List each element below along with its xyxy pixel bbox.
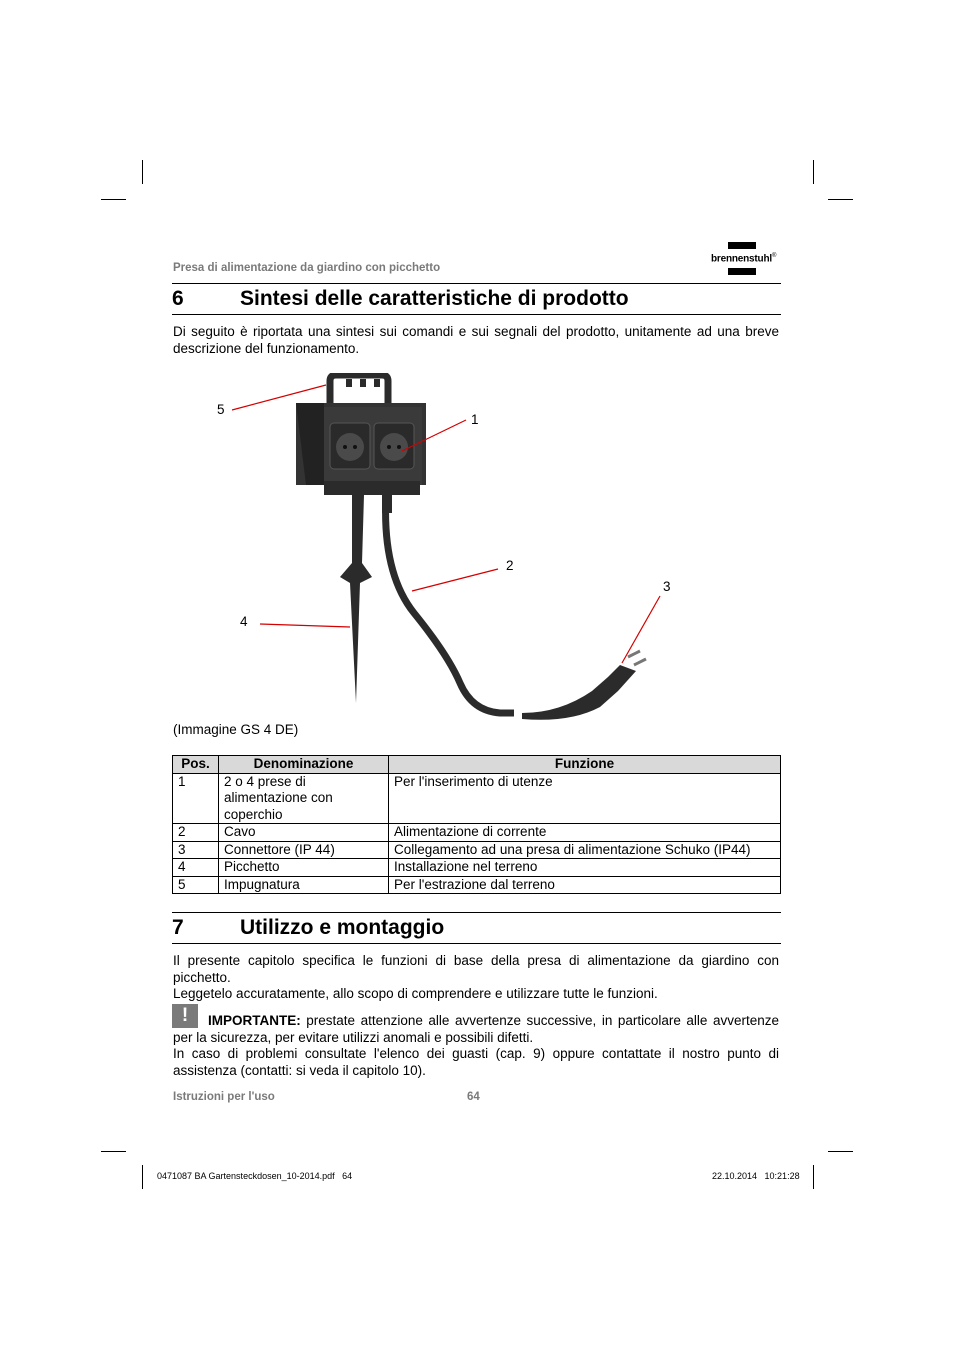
print-slug-file: 0471087 BA Gartensteckdosen_10-2014.pdf 64	[157, 1171, 353, 1181]
section-6-intro: Di seguito è riportata una sintesi sui comandi e sui segnali del prodotto, unitamente ad una breve descrizione del funzionamento.	[173, 324, 779, 356]
cell-denominazione: Impugnatura	[219, 876, 389, 894]
brand-logo	[710, 242, 782, 276]
section-7-paragraph-1: Il presente capitolo specifica le funzioni di base della presa di alimentazione da giardino con picchetto.	[173, 953, 779, 985]
callout-1: 1	[471, 412, 479, 427]
table-row	[173, 876, 781, 894]
cell-pos: 2	[173, 824, 219, 842]
parts-table	[172, 755, 781, 894]
section-title: Utilizzo e montaggio	[240, 916, 445, 939]
section-number: 6	[172, 287, 184, 310]
section-rule	[172, 314, 781, 315]
column-header-pos: Pos.	[173, 756, 219, 774]
cell-denominazione: Connettore (IP 44)	[219, 841, 389, 859]
cell-pos: 1	[173, 773, 219, 824]
cell-pos: 5	[173, 876, 219, 894]
section-7-paragraph-2: Leggetelo accuratamente, allo scopo di comprendere e utilizzare tutte le funzioni.	[173, 986, 658, 1001]
crop-mark	[828, 199, 853, 200]
figure-caption: (Immagine GS 4 DE)	[173, 722, 299, 737]
cell-funzione: Per l'inserimento di utenze	[389, 773, 781, 824]
column-header-denominazione: Denominazione	[219, 756, 389, 774]
crop-mark	[101, 199, 126, 200]
cell-denominazione: 2 o 4 prese di alimentazione con coperchio	[219, 773, 389, 824]
callout-3: 3	[663, 579, 671, 594]
important-label: IMPORTANTE:	[208, 1013, 301, 1028]
callout-2: 2	[506, 558, 514, 573]
section-title: Sintesi delle caratteristiche di prodotto	[240, 287, 629, 310]
cell-pos: 4	[173, 859, 219, 877]
crop-mark	[813, 160, 814, 184]
garden-socket-illustration	[200, 373, 680, 723]
column-header-funzione: Funzione	[389, 756, 781, 774]
crop-mark	[142, 1165, 143, 1189]
section-6-heading	[172, 287, 629, 311]
important-notice	[173, 1013, 779, 1046]
cell-funzione: Per l'estrazione dal terreno	[389, 876, 781, 894]
page-number: 64	[467, 1091, 480, 1103]
product-figure	[200, 373, 680, 723]
table-row	[173, 773, 781, 824]
print-slug-datetime: 22.10.2014 10:21:28	[712, 1171, 800, 1181]
logo-registered-mark: ®	[771, 253, 777, 259]
crop-mark	[813, 1165, 814, 1189]
section-number: 7	[172, 916, 184, 939]
crop-mark	[142, 160, 143, 184]
cell-pos: 3	[173, 841, 219, 859]
cell-funzione: Alimentazione di corrente	[389, 824, 781, 842]
section-rule	[172, 943, 781, 944]
important-text: prestate attenzione alle avvertenze successive, in particolare alle avvertenze per la sicurezza, per evitare utilizzi anomali e possibili difetti.	[173, 1013, 779, 1045]
callout-4: 4	[240, 614, 248, 629]
cell-denominazione: Cavo	[219, 824, 389, 842]
footer-title: Istruzioni per l'uso	[173, 1091, 275, 1103]
table-row	[173, 841, 781, 859]
section-rule	[172, 912, 781, 913]
cell-funzione: Collegamento ad una presa di alimentazione Schuko (IP44)	[389, 841, 781, 859]
table-header-row	[173, 756, 781, 774]
callout-5: 5	[217, 402, 225, 417]
section-7-heading	[172, 916, 444, 940]
logo-text: brennenstuhl	[711, 253, 772, 265]
crop-mark	[101, 1151, 126, 1152]
table-row	[173, 824, 781, 842]
crop-mark	[828, 1151, 853, 1152]
table-row	[173, 859, 781, 877]
section-7-paragraph-3: In caso di problemi consultate l'elenco dei guasti (cap. 9) oppure contattate il nostro punto di assistenza (contatti: si veda il capitolo 10).	[173, 1046, 779, 1078]
header-rule	[172, 283, 781, 284]
running-header: Presa di alimentazione da giardino con picchetto	[173, 262, 441, 274]
exclamation-icon: !	[172, 1004, 198, 1028]
cell-denominazione: Picchetto	[219, 859, 389, 877]
cell-funzione: Installazione nel terreno	[389, 859, 781, 877]
